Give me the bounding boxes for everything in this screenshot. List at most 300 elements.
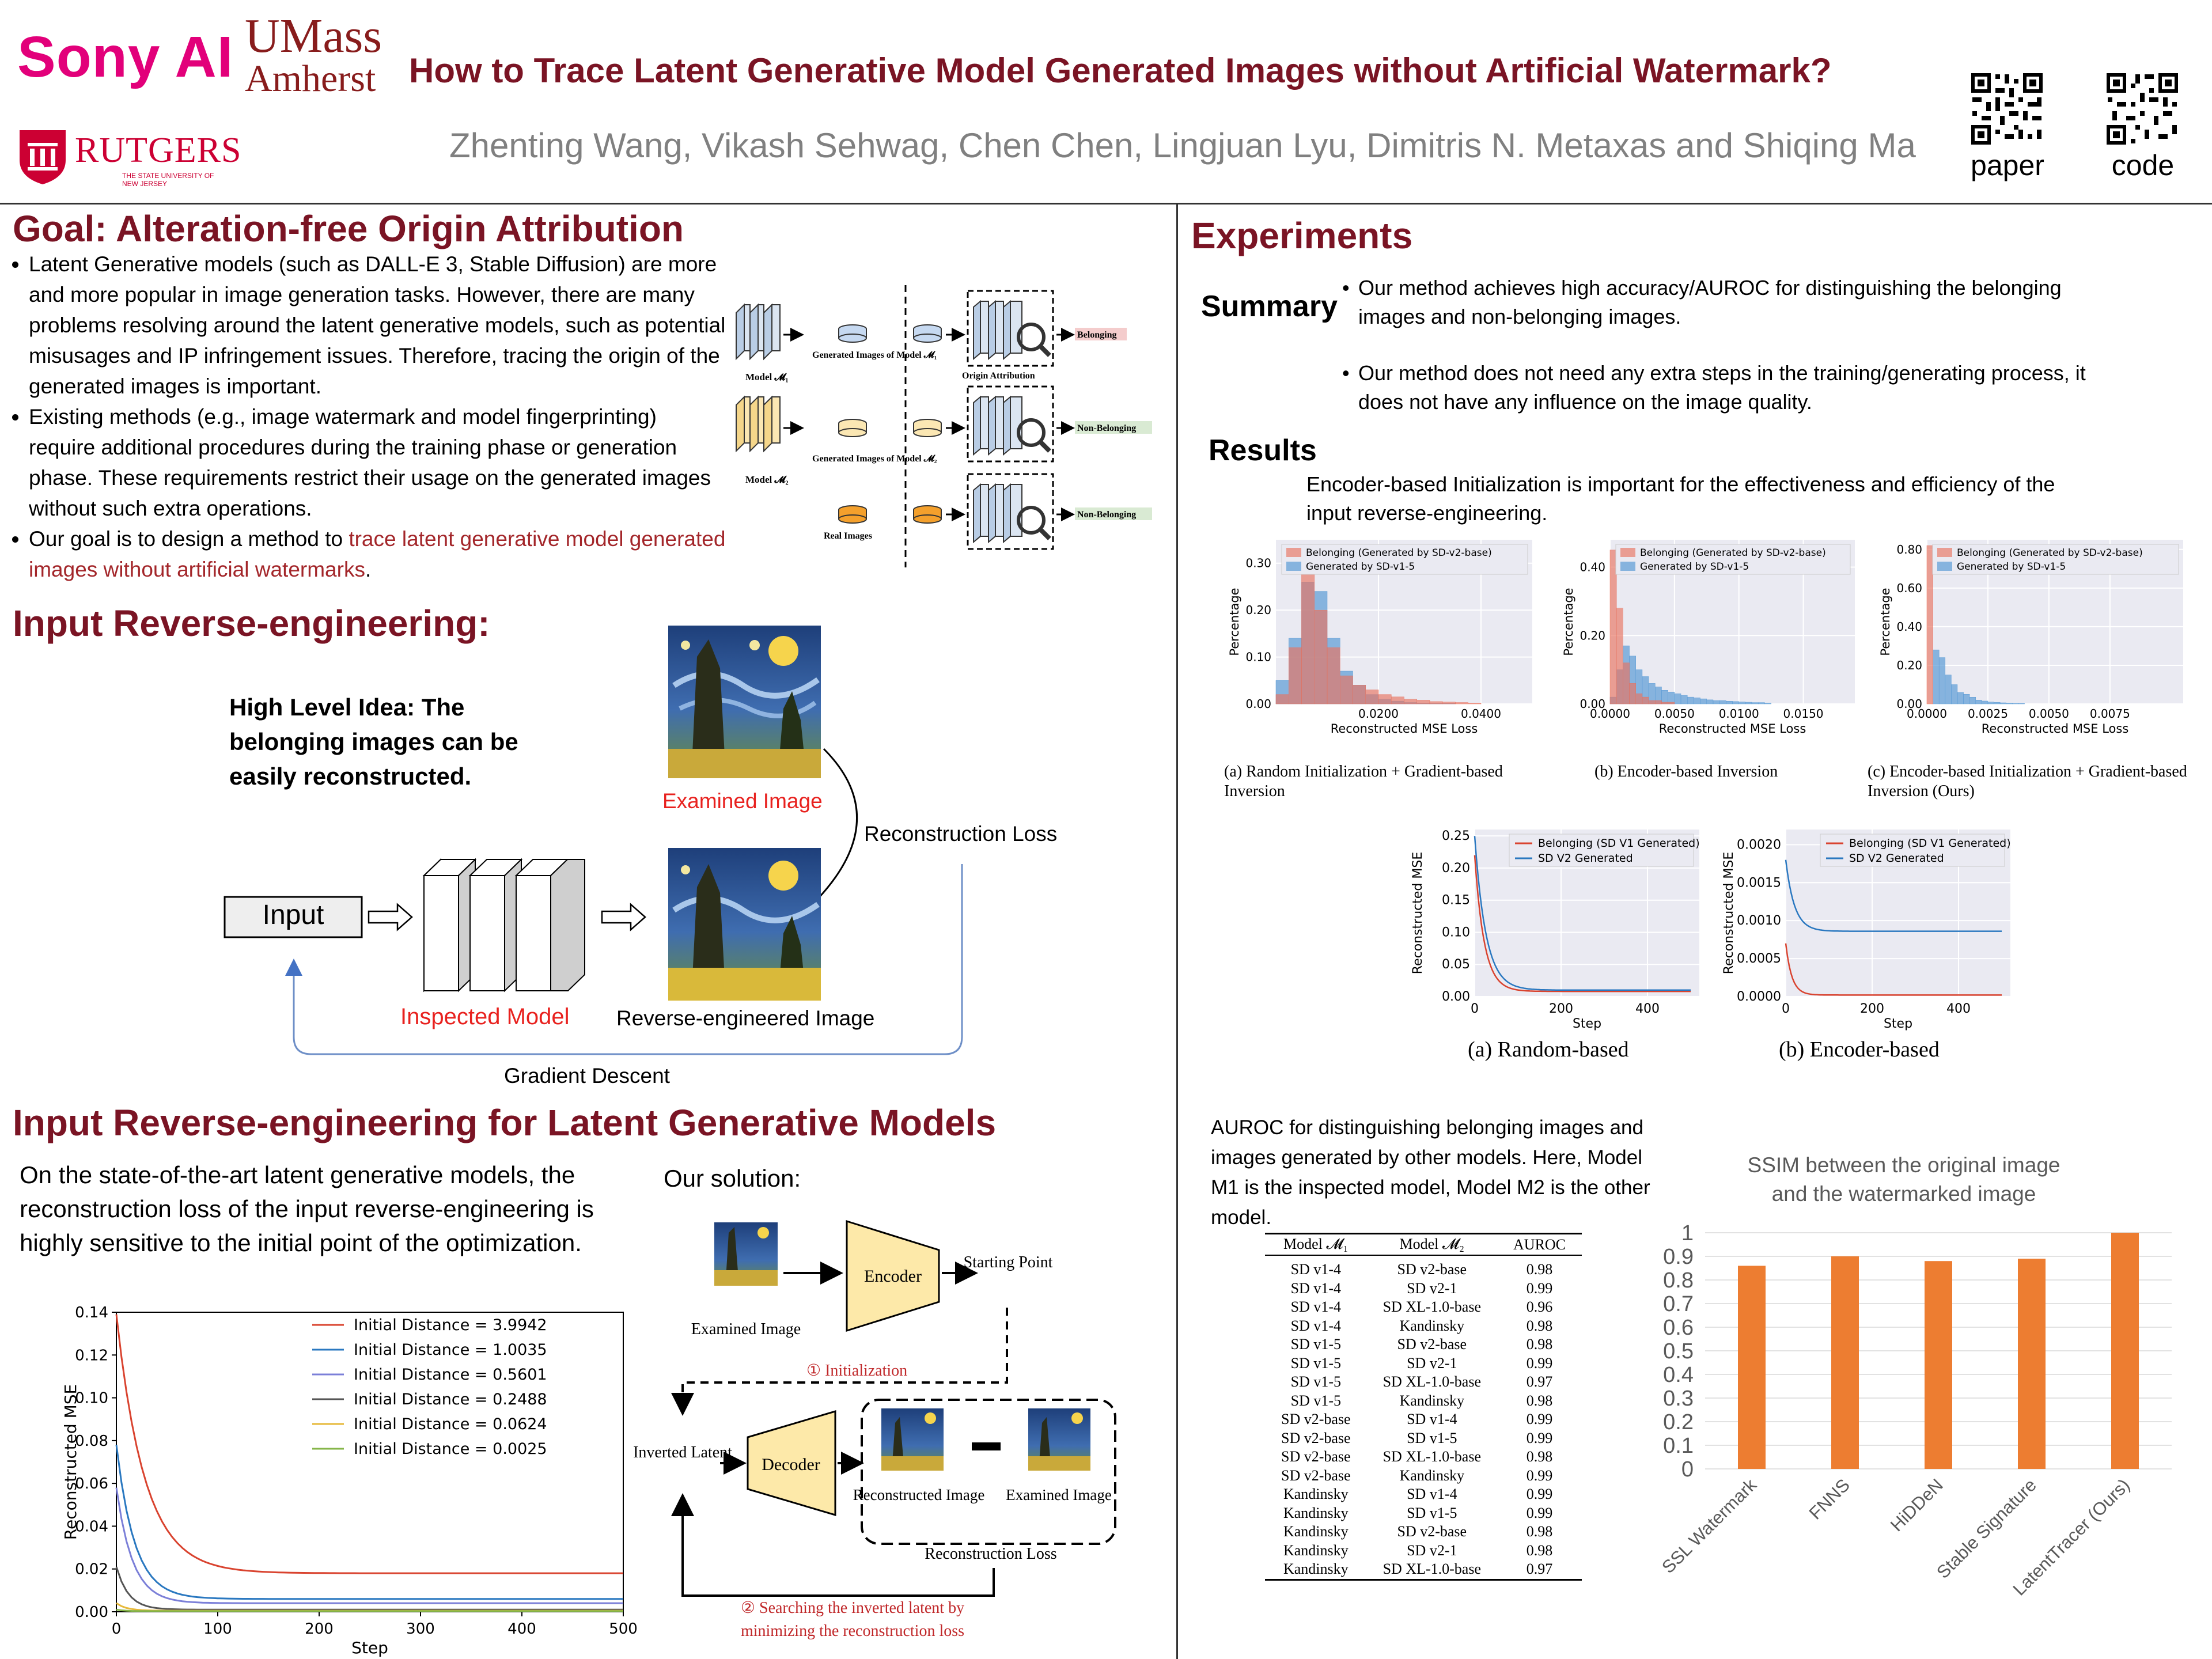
curve-encoder [1717, 818, 2028, 1037]
y-tick-label: 0.0000 [1737, 990, 1781, 1004]
hist-bar-other [2012, 703, 2018, 704]
x-tick-label: 400 [1635, 1002, 1660, 1016]
legend-label: Initial Distance = 0.5601 [354, 1366, 547, 1384]
hist-bar-belonging [1404, 699, 1417, 704]
database-icon [839, 506, 866, 523]
x-axis-label: Reconstructed MSE Loss [1330, 722, 1478, 736]
goal-text [0, 249, 726, 585]
umass-logo-line2: Amherst [245, 58, 376, 100]
goal-bullet-3-text: Our goal is to design a method to [29, 527, 349, 551]
y-axis-label: Percentage [1228, 588, 1241, 656]
ire-idea: High Level Idea: The belonging images can be easily reconstructed. [229, 694, 518, 790]
x-tick-label: 200 [305, 1620, 334, 1638]
legend-swatch [1286, 548, 1301, 557]
hist-bar-other [1964, 694, 1970, 704]
table-cell: SD v1-5 [1407, 1504, 1457, 1521]
x-tick-label: Stable Signature [1933, 1475, 2040, 1583]
database-icon [839, 325, 866, 342]
y-tick-label: 1 [1681, 1221, 1694, 1245]
table-cell: SD v1-4 [1407, 1411, 1457, 1427]
table-cell: Kandinsky [1283, 1523, 1349, 1540]
y-tick-label: 0.20 [1245, 603, 1271, 618]
bar [1738, 1266, 1766, 1469]
table-cell: SD v1-4 [1290, 1317, 1341, 1334]
legend-label: Generated by SD-v1-5 [1306, 561, 1415, 573]
hist-bar-other [1687, 697, 1694, 704]
auroc-table-wrap [1265, 1233, 1582, 1581]
table-cell: SD XL-1.0-base [1382, 1448, 1482, 1465]
hist-bar-belonging [1276, 695, 1289, 704]
ire-heading: Input Reverse-engineering: [13, 603, 490, 644]
auroc-table [1265, 1233, 1582, 1581]
table-cell: SD XL-1.0-base [1382, 1373, 1482, 1390]
hist-bar-other [1969, 697, 1976, 704]
y-tick-label: 0.20 [1442, 861, 1470, 876]
umass-logo-line1: UMass [245, 9, 382, 63]
rutgers-shield-icon [17, 128, 68, 185]
database-icon [839, 419, 866, 437]
hist-bar-other [2006, 703, 2013, 704]
x-tick-label: 200 [1860, 1002, 1884, 1016]
inverted-latent-label: Inverted Latent [633, 1444, 732, 1461]
table-header-row [1265, 1234, 1582, 1256]
header-divider [0, 203, 2212, 204]
hist-bar-other [1739, 702, 1745, 704]
real-images-label: Real Images [824, 531, 872, 541]
database-icon [914, 506, 941, 523]
gen-images-2-label: Generated Images of Model 𝓜₂ [812, 454, 937, 464]
hist-bar-other [2000, 703, 2006, 704]
hist-bar-other [1719, 700, 1726, 704]
hist-bar-belonging [1430, 702, 1442, 704]
curve-random [1406, 818, 1717, 1037]
y-tick-label: 0.2 [1663, 1410, 1694, 1434]
gradient-descent-label: Gradient Descent [504, 1064, 670, 1088]
table-row [1265, 1541, 1582, 1560]
y-tick-label: 0.6 [1663, 1316, 1694, 1340]
hist-bar-other [1951, 684, 1957, 704]
table-cell: Kandinsky [1399, 1392, 1465, 1409]
reverse-engineered-image [668, 848, 821, 1001]
summary-bullet-2-text: Our method does not need any extra steps in the training/generating process, it does not have any influence on the image quality. [1358, 361, 2086, 414]
summary-bullet-2: • Our method does not need any extra steps in the training/generating process, it does not have any influence on the image quality. [1342, 361, 2086, 414]
gen-images-1-label: Generated Images of Model 𝓜₁ [812, 350, 937, 360]
searching-label: ② Searching the inverted latent by minimizing the reconstruction loss [740, 1599, 965, 1640]
table-cell: SD v1-5 [1290, 1392, 1341, 1409]
table-row [1265, 1467, 1582, 1486]
y-tick-label: 0.06 [75, 1475, 108, 1493]
y-tick-label: 0.10 [1442, 925, 1470, 940]
origin-attribution-label: Origin Attribution [962, 371, 1035, 381]
solution-diagram [633, 1215, 1175, 1659]
database-icon [914, 419, 941, 437]
input-label: Input [262, 900, 324, 930]
y-tick-label: 0.05 [1442, 957, 1470, 972]
y-tick-label: 0.0005 [1737, 952, 1781, 967]
hist-bar-belonging [1468, 703, 1481, 704]
hist-bar-other [1752, 703, 1758, 704]
examined-image [668, 626, 821, 778]
legend-label: SD V2 Generated [1849, 852, 1944, 865]
poster-title: How to Trace Latent Generative Model Generated Images without Artificial Watermark? [409, 51, 1832, 90]
table-row [1265, 1335, 1582, 1354]
hist-bar-belonging [1630, 683, 1636, 704]
hist-bar-belonging [1417, 700, 1430, 704]
hist-bar-belonging [1927, 546, 1933, 704]
table-cell: 0.99 [1526, 1279, 1553, 1297]
table-cell: 0.98 [1526, 1336, 1553, 1353]
x-tick-label: 0 [1471, 1002, 1479, 1016]
histogram-random [1221, 533, 1544, 752]
table-row [1265, 1317, 1582, 1336]
irel-heading: Input Reverse-engineering for Latent Generative Models [13, 1102, 997, 1143]
goal-bullet-2: • Existing methods (e.g., image watermark and model fingerprinting) require additional procedures during the training phase or generation phase. These requirements restrict their usage on the generated images without such extra operations. [29, 402, 726, 524]
hist-bar-belonging [1649, 700, 1655, 704]
model-1-label: Model 𝓜₁ [745, 372, 789, 382]
hist-bar-belonging [1378, 695, 1391, 704]
y-tick-label: 0.14 [75, 1304, 108, 1321]
belonging-label: Belonging [1077, 330, 1117, 340]
inspected-model-label: Inspected Model [400, 1004, 570, 1029]
table-cell: SD v2-base [1281, 1429, 1351, 1446]
solution-examined-image-2 [1028, 1408, 1090, 1471]
reconstruction-loss-label: Reconstruction Loss [864, 822, 1058, 846]
solution-examined-label: Examined Image [691, 1320, 801, 1338]
legend-label: Belonging (SD V1 Generated) [1849, 837, 2011, 850]
table-cell: 0.99 [1526, 1429, 1553, 1446]
hist-bar-other [1707, 700, 1713, 704]
table-cell: 0.97 [1526, 1373, 1553, 1390]
table-header-0: Model 𝓜₁ [1265, 1234, 1367, 1256]
table-cell: SD v1-4 [1290, 1298, 1341, 1315]
hist-bar-belonging [1655, 700, 1661, 704]
x-tick-label: 0.0025 [1967, 707, 2008, 721]
x-axis-label: Reconstructed MSE Loss [1658, 722, 1806, 736]
summary-text [1342, 274, 2126, 416]
y-axis-label: Percentage [1878, 588, 1892, 656]
table-row [1265, 1410, 1582, 1429]
table-cell: SD v2-1 [1407, 1541, 1457, 1559]
bar [1831, 1256, 1859, 1469]
histogram-encoder [1555, 533, 1866, 752]
hist-bar-belonging [1353, 685, 1366, 704]
inspected-model-icon [407, 859, 585, 991]
goal-bullet-1: • Latent Generative models (such as DALL-E 3, Stable Diffusion) are more and more popular in image generation tasks. However, there are many problems resolving around the latent generative models, such as potential misusages and IP infringement issues. Therefore, tracing the origin of the generated images is important. [29, 249, 726, 402]
table-cell: SD v2-base [1281, 1448, 1351, 1465]
solution-examined-label-2: Examined Image [1006, 1486, 1112, 1503]
y-axis-label: Percentage [1562, 588, 1575, 656]
table-header-2: AUROC [1497, 1234, 1582, 1256]
hist-bar-belonging [1456, 703, 1468, 704]
y-tick-label: 0.60 [1896, 581, 1922, 595]
umass-logo [245, 9, 382, 100]
hist-bar-other [1764, 703, 1771, 704]
table-row [1265, 1392, 1582, 1411]
ssim-bar-chart [1642, 1146, 2195, 1653]
rutgers-wordmark: RUTGERS [75, 131, 242, 170]
table-cell: Kandinsky [1283, 1541, 1349, 1559]
hist-bar-other [1933, 650, 1940, 704]
solution-recon-loss-label: Reconstruction Loss [925, 1545, 1057, 1563]
y-tick-label: 0.02 [75, 1560, 108, 1578]
results-text: Encoder-based Initialization is important for the effectiveness and efficiency of the input reverse-engineering. [1306, 472, 2055, 525]
table-cell: SD v1-5 [1290, 1336, 1341, 1353]
table-cell: SD v2-base [1397, 1336, 1467, 1353]
hist-bar-belonging [1289, 647, 1301, 704]
results-label: Results [1209, 434, 1317, 467]
table-cell: SD v1-4 [1290, 1279, 1341, 1297]
model-2-icon [736, 397, 780, 451]
table-row [1265, 1298, 1582, 1317]
x-tick-label: 0.0050 [1654, 707, 1695, 721]
chart-title: SSIM between the original image [1747, 1153, 2061, 1177]
legend-label: Initial Distance = 0.0025 [354, 1440, 547, 1458]
histogram-ours [1872, 533, 2195, 752]
hist-bar-belonging [1661, 702, 1668, 704]
qr-code-icon [1970, 72, 2044, 146]
y-tick-label: 0.8 [1663, 1268, 1694, 1293]
legend-label: Initial Distance = 3.9942 [354, 1316, 547, 1334]
table-cell: SD v1-4 [1407, 1486, 1457, 1502]
hist-bar-other [1675, 694, 1681, 704]
table-row [1265, 1560, 1582, 1580]
auroc-text: AUROC for distinguishing belonging images and images generated by other models. Here, Model M1 is the inspected model, Model M2 is the other model. [1211, 1116, 1650, 1229]
x-axis-label: Reconstructed MSE Loss [1981, 722, 2129, 736]
hist-bar-other [1758, 703, 1764, 704]
table-cell: 0.98 [1526, 1523, 1553, 1540]
x-tick-label: 400 [507, 1620, 536, 1638]
y-tick-label: 0.10 [75, 1389, 108, 1407]
legend-label: SD V2 Generated [1538, 852, 1633, 865]
y-tick-label: 0.00 [1442, 990, 1470, 1004]
table-cell: SD v2-1 [1407, 1279, 1457, 1297]
hist-bar-other [1713, 700, 1719, 704]
legend-label: Belonging (Generated by SD-v2-base) [1306, 547, 1492, 559]
legend-swatch [1620, 548, 1635, 557]
y-tick-label: 0.08 [75, 1432, 108, 1450]
hist-bar-belonging [1636, 694, 1642, 704]
table-cell: 0.99 [1526, 1486, 1553, 1502]
hist-caption-c: (c) Encoder-based Initialization + Gradient-based Inversion (Ours) [1868, 763, 2187, 800]
hist-bar-belonging [1642, 697, 1649, 704]
table-cell: 0.98 [1526, 1317, 1553, 1334]
qr-paper[interactable] [1970, 72, 2045, 182]
experiments-heading: Experiments [1191, 215, 1413, 256]
y-tick-label: 0.7 [1663, 1292, 1694, 1316]
x-tick-label: 0 [111, 1620, 122, 1638]
table-row [1265, 1373, 1582, 1392]
encoder-label: Encoder [864, 1267, 922, 1286]
y-tick-label: 0.80 [1896, 542, 1922, 556]
table-cell: 0.98 [1526, 1261, 1553, 1278]
hist-bar-other [1988, 702, 1994, 704]
table-row [1265, 1255, 1582, 1279]
hist-bar-belonging [1668, 702, 1675, 704]
y-tick-label: 0.00 [1896, 697, 1922, 711]
x-tick-label: 0.0075 [2089, 707, 2130, 721]
table-cell: 0.97 [1526, 1560, 1553, 1577]
legend-label: Generated by SD-v1-5 [1640, 561, 1749, 573]
hist-bar-belonging [1391, 697, 1404, 704]
hist-bar-other [1939, 658, 1945, 704]
minus-icon [972, 1442, 1001, 1450]
solution-examined-image [714, 1222, 778, 1286]
table-cell: 0.99 [1526, 1467, 1553, 1484]
table-row [1265, 1485, 1582, 1504]
goal-bullet-3 [29, 524, 726, 585]
legend-label: Belonging (SD V1 Generated) [1538, 837, 1700, 850]
table-cell: SD XL-1.0-base [1382, 1560, 1482, 1577]
origin-attribution-figure [732, 279, 1169, 602]
x-tick-label: HiDDeN [1886, 1475, 1947, 1536]
bar [2018, 1259, 2046, 1469]
magnifier-icon [968, 387, 1053, 461]
y-tick-label: 0 [1681, 1457, 1694, 1482]
ire-diagram [213, 622, 1112, 1094]
y-tick-label: 0.30 [1245, 556, 1271, 570]
table-row [1265, 1429, 1582, 1448]
x-axis-label: Step [1883, 1017, 1913, 1031]
hist-bar-other [1700, 699, 1707, 704]
y-tick-label: 0.0020 [1737, 838, 1781, 853]
y-tick-label: 0.12 [75, 1347, 108, 1365]
hist-bar-belonging [1366, 690, 1378, 704]
hist-bar-belonging [1616, 608, 1623, 704]
table-row [1265, 1448, 1582, 1467]
non-belonging-label-1: Non-Belonging [1077, 423, 1137, 433]
table-cell: SD v2-base [1281, 1467, 1351, 1484]
hist-bar-other [1681, 695, 1687, 704]
x-tick-label: 0.0100 [1718, 707, 1759, 721]
qr-code[interactable] [2105, 72, 2180, 182]
hist-bar-other [1945, 675, 1952, 704]
y-tick-label: 0.00 [1580, 697, 1605, 711]
x-tick-label: SSL Watermark [1658, 1475, 1760, 1578]
examined-image-label: Examined Image [662, 789, 823, 813]
x-tick-label: 200 [1549, 1002, 1573, 1016]
table-row [1265, 1354, 1582, 1373]
poster-authors: Zhenting Wang, Vikash Sehwag, Chen Chen, Lingjuan Lyu, Dimitris N. Metaxas and Shiqing Ma [449, 126, 1916, 165]
bar [1925, 1261, 1952, 1469]
y-tick-label: 0.0015 [1737, 876, 1781, 891]
goal-bullet-3-end: . [365, 558, 372, 581]
hist-bar-other [1694, 698, 1700, 704]
y-tick-label: 0.00 [1245, 697, 1271, 711]
x-tick-label: LatentTracer (Ours) [2009, 1475, 2134, 1600]
goal-heading: Goal: Alteration-free Origin Attribution [13, 208, 684, 249]
table-cell: Kandinsky [1399, 1467, 1465, 1484]
table-row [1265, 1279, 1582, 1298]
goal-bullet-3-highlight: trace latent generative model generated images without artificial watermarks [29, 527, 726, 581]
legend-label: Generated by SD-v1-5 [1957, 561, 2066, 573]
table-cell: 0.99 [1526, 1504, 1553, 1521]
table-row [1265, 1522, 1582, 1541]
table-cell: 0.99 [1526, 1411, 1553, 1427]
x-tick-label: 0.0200 [1358, 707, 1399, 721]
x-tick-label: 400 [1946, 1002, 1971, 1016]
x-tick-label: FNNS [1805, 1475, 1854, 1524]
y-tick-label: 0.4 [1663, 1363, 1694, 1387]
hist-bar-belonging [1340, 676, 1353, 704]
hist-bar-belonging [1623, 663, 1629, 704]
table-cell: Kandinsky [1283, 1560, 1349, 1577]
database-icon [914, 325, 941, 342]
qr-code-icon [2105, 72, 2179, 146]
decoder-label: Decoder [762, 1455, 820, 1474]
y-axis-label: Reconstructed MSE [61, 1384, 80, 1540]
table-cell: SD v1-4 [1290, 1261, 1341, 1278]
hist-bar-other [1994, 702, 2001, 704]
reverse-engineered-label: Reverse-engineered Image [616, 1006, 875, 1030]
table-cell: SD XL-1.0-base [1382, 1298, 1482, 1315]
summary-bullet-1-text: Our method achieves high accuracy/AUROC for distinguishing the belonging images and non-belonging images. [1358, 276, 2062, 328]
qr-paper-label: paper [1971, 149, 2044, 181]
table-cell: 0.96 [1526, 1298, 1553, 1315]
y-tick-label: 0.20 [1580, 628, 1605, 643]
hist-bar-other [2018, 703, 2025, 704]
qr-code-label: code [2111, 149, 2175, 181]
x-tick-label: 0.0150 [1783, 707, 1824, 721]
y-tick-label: 0.40 [1896, 619, 1922, 634]
hist-bar-other [1745, 702, 1752, 704]
hist-caption-a: (a) Random Initialization + Gradient-based Inversion [1224, 763, 1503, 800]
legend-label: Initial Distance = 0.2488 [354, 1391, 547, 1408]
hist-bar-other [1661, 690, 1668, 704]
table-cell: SD v2-base [1281, 1411, 1351, 1427]
table-cell: SD v1-5 [1407, 1429, 1457, 1446]
hist-bar-belonging [1327, 647, 1340, 704]
table-cell: SD v2-base [1397, 1261, 1467, 1278]
reconstructed-image [881, 1408, 944, 1471]
hist-bar-other [1957, 692, 1964, 704]
x-tick-label: 0 [1782, 1002, 1790, 1016]
rutgers-logo [17, 127, 242, 190]
legend-label: Belonging (Generated by SD-v2-base) [1640, 547, 1826, 559]
x-tick-label: 0.0000 [1907, 707, 1947, 721]
x-tick-label: 0.0000 [1590, 707, 1630, 721]
table-cell: Kandinsky [1283, 1504, 1349, 1521]
x-tick-label: 0.0400 [1461, 707, 1501, 721]
y-tick-label: 0.10 [1245, 650, 1271, 664]
summary-label: Summary [1201, 290, 1338, 323]
curve-caption-a: (a) Random-based [1468, 1037, 1629, 1062]
x-tick-label: 300 [406, 1620, 435, 1638]
irel-text: On the state-of-the-art latent generative models, the reconstruction loss of the input reverse-engineering is highly sensitive to the initial point of the optimization. [20, 1161, 594, 1256]
table-cell: SD v2-1 [1407, 1354, 1457, 1372]
y-axis-label: Reconstructed MSE [1411, 851, 1425, 975]
table-header-1: Model 𝓜₂ [1367, 1234, 1497, 1256]
hist-bar-belonging [1315, 610, 1327, 704]
y-tick-label: 0.15 [1442, 893, 1470, 908]
table-cell: 0.98 [1526, 1448, 1553, 1465]
hist-bar-belonging [1442, 702, 1455, 704]
y-tick-label: 0.0010 [1737, 914, 1781, 929]
non-belonging-label-2: Non-Belonging [1077, 510, 1137, 520]
table-cell: SD v1-5 [1290, 1354, 1341, 1372]
table-cell: SD v1-5 [1290, 1373, 1341, 1390]
y-tick-label: 0.3 [1663, 1387, 1694, 1411]
rutgers-subtitle: THE STATE UNIVERSITY OF NEW JERSEY [122, 172, 214, 188]
x-axis-label: Step [351, 1638, 388, 1657]
table-cell: 0.99 [1526, 1354, 1553, 1372]
y-tick-label: 0.04 [75, 1518, 108, 1536]
table-cell: Kandinsky [1283, 1486, 1349, 1502]
legend-label: Initial Distance = 0.0624 [354, 1415, 547, 1433]
y-tick-label: 0.20 [1896, 658, 1922, 672]
y-tick-label: 0.9 [1663, 1245, 1694, 1269]
x-tick-label: 0.0050 [2028, 707, 2069, 721]
y-tick-label: 0.40 [1580, 560, 1605, 574]
